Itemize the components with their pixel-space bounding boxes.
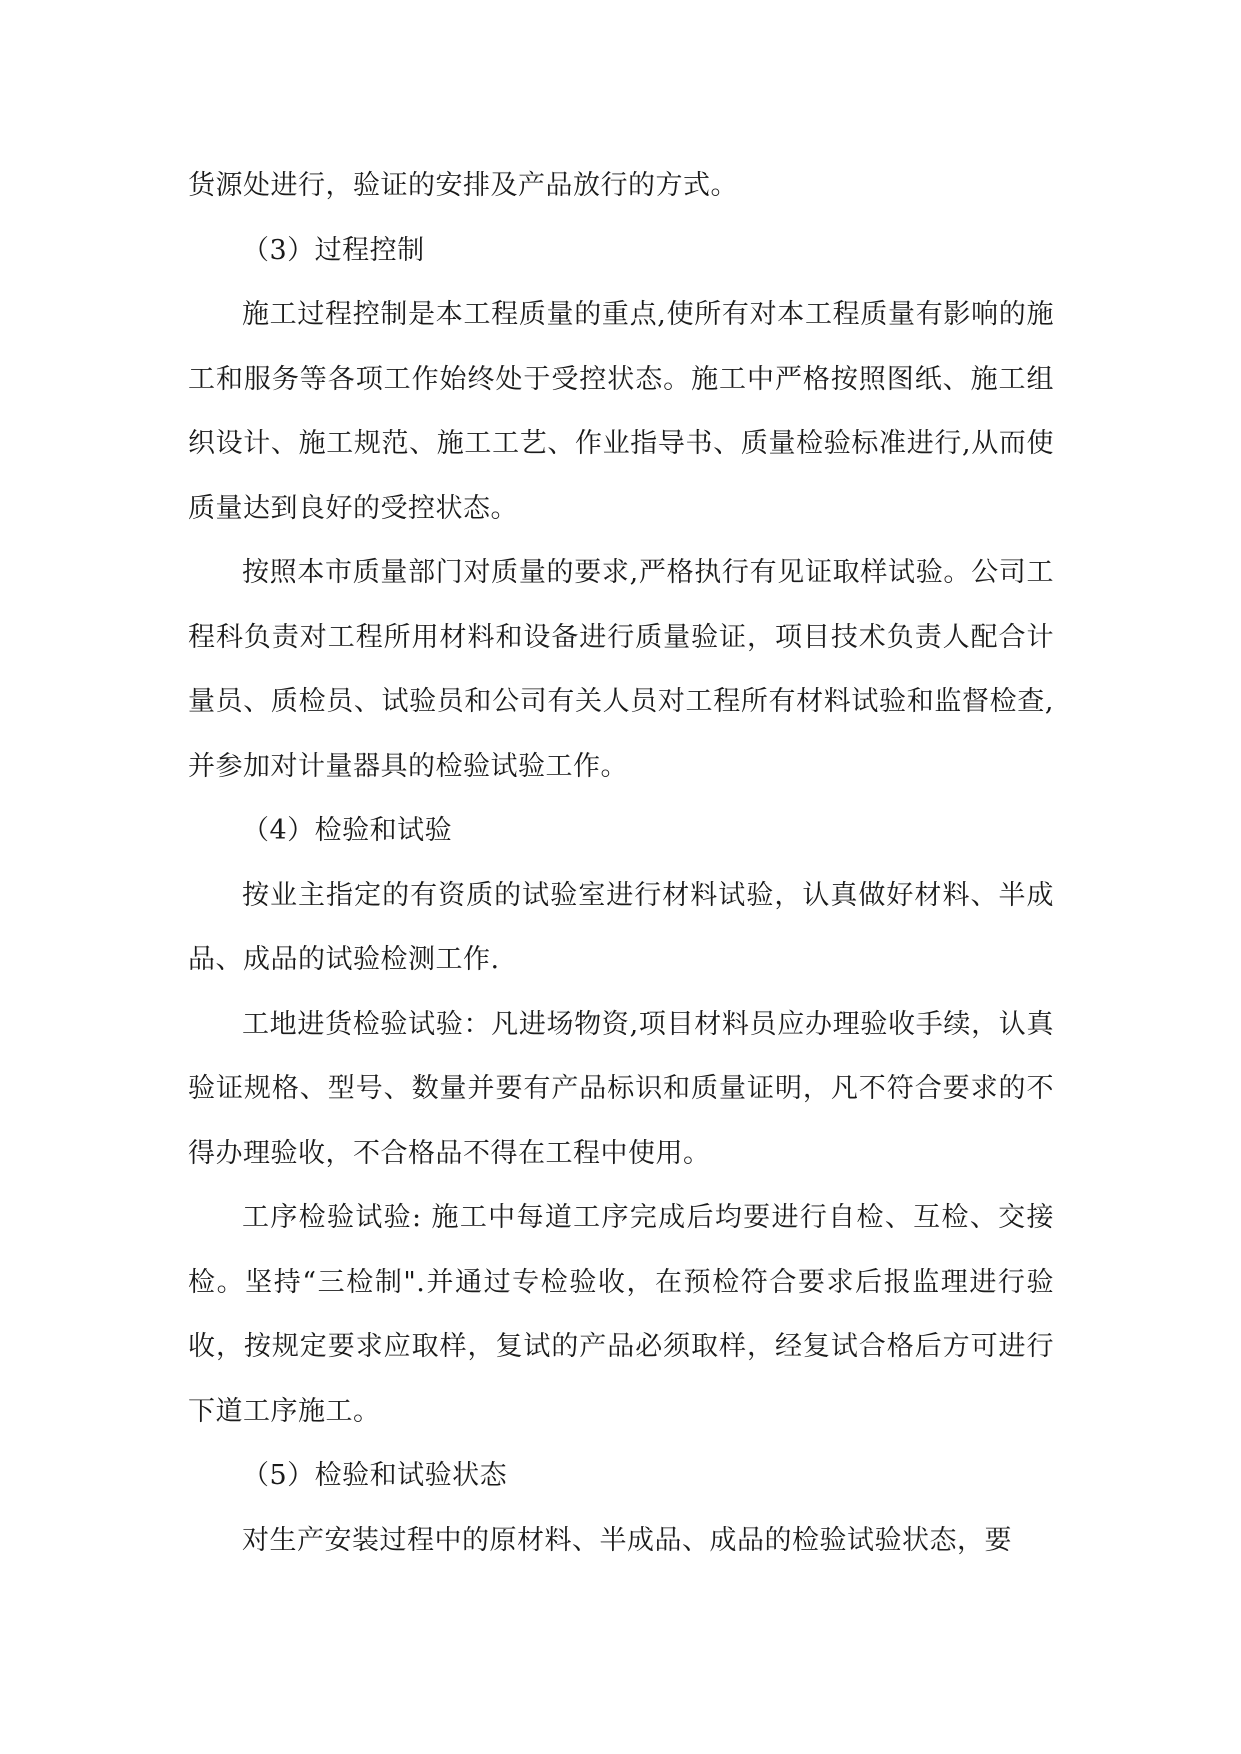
paragraph-incoming-inspection: 工地进货检验试验：凡进场物资,项目材料员应办理验收手续，认真验证规格、型号、数量并要有产品标识和质量证明，凡不符合要求的不得办理验收，不合格品不得在工程中使用。 (188, 1008, 1054, 1169)
paragraph-process-inspection: 工序检验试验: 施工中每道工序完成后均要进行自检、互检、交接检。坚持“三检制".并通过专检验收，在预检符合要求后报监理进行验收，按规定要求应取样，复试的产品必须取样，经复试合格后方可进行下道工序施工。 (188, 1202, 1054, 1427)
paragraph-lab-testing: 按业主指定的有资质的试验室进行材料试验，认真做好材料、半成品、成品的试验检测工作. (188, 879, 1054, 975)
paragraph-process-control: 施工过程控制是本工程质量的重点,使所有对本工程质量有影响的施工和服务等各项工作始终处于受控状态。施工中严格按照图纸、施工组织设计、施工规范、施工工艺、作业指导书、质量检验标准进行,从而使质量达到良好的受控状态。 (188, 299, 1054, 524)
section-heading-process-control: （3）过程控制 (242, 234, 425, 266)
paragraph-inspection-status: 对生产安装过程中的原材料、半成品、成品的检验试验状态，要 (242, 1524, 1012, 1556)
section-heading-inspection-status: （5）检验和试验状态 (242, 1460, 508, 1491)
paragraph-witness-sampling: 按照本市质量部门对质量的要求,严格执行有见证取样试验。公司工程科负责对工程所用材料和设备进行质量验证，项目技术负责人配合计量员、质检员、试验员和公司有关人员对工程所有材料试验和监督检查,并参加对计量器具的检验试验工作。 (188, 557, 1054, 782)
section-heading-inspection-testing: （4）检验和试验 (242, 815, 453, 846)
document-body (188, 154, 1054, 1573)
paragraph-continued: 货源处进行，验证的安排及产品放行的方式。 (188, 170, 738, 201)
